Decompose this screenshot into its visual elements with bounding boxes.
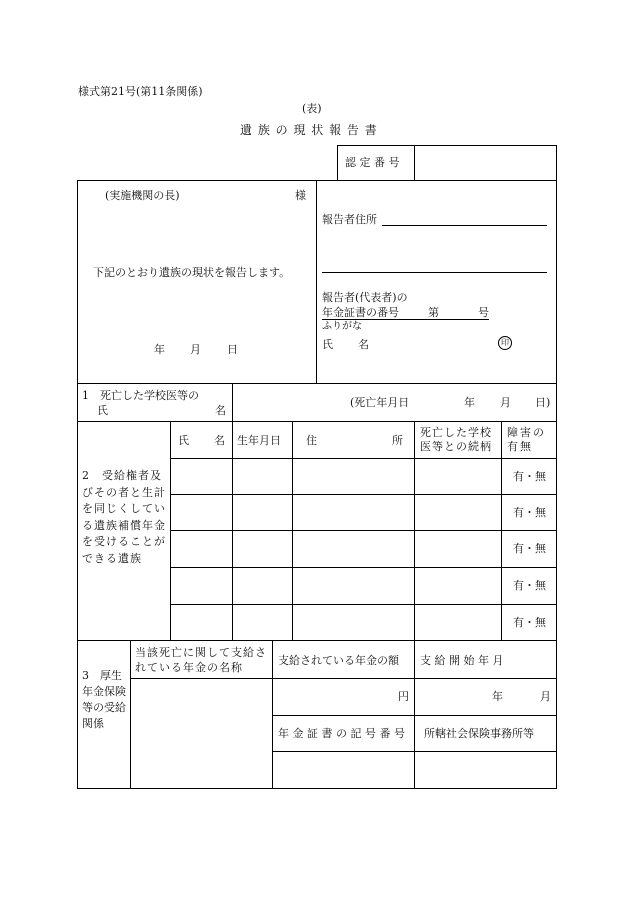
section3-label: 3 厚生年金保険等の受給関係 xyxy=(82,669,126,730)
section1-label-line2-a: 氏 xyxy=(97,404,108,417)
col-birthdate: 生年月日 xyxy=(237,434,281,447)
col-name-a: 氏 xyxy=(178,434,189,447)
col-cert-number: 年 金 証 書 の 記 号 番 号 xyxy=(278,727,405,740)
col-relation: 死亡した学校医等との続柄 xyxy=(420,426,492,454)
col-pension-name: 当該死亡に関して支給されている年金の名称 xyxy=(135,646,267,674)
pension-number-label: 年金証書の番号 xyxy=(322,306,399,319)
seal-icon: 印 xyxy=(498,336,512,350)
cert-number-field[interactable] xyxy=(416,147,554,178)
death-date-year: 年 xyxy=(464,396,475,409)
date-year: 年 xyxy=(154,343,165,356)
reporter-address-field[interactable] xyxy=(382,208,547,224)
disability-choice-5[interactable]: 有・無 xyxy=(513,616,546,629)
furigana-label: ふりがな xyxy=(322,321,362,332)
col-pension-amount: 支給されている年金の額 xyxy=(278,654,399,667)
section1-label-line2-b: 名 xyxy=(215,404,226,417)
reporter-address-label: 報告者住所 xyxy=(322,213,377,226)
col-office: 所轄社会保険事務所等 xyxy=(424,727,534,740)
disability-choice-1[interactable]: 有・無 xyxy=(513,470,546,483)
start-year-unit: 年 xyxy=(492,690,503,703)
form-number: 様式第21号(第11条関係) xyxy=(78,85,203,98)
death-date-day: 日) xyxy=(535,396,551,409)
start-month-unit: 月 xyxy=(540,690,551,703)
death-date-label: (死亡年月日 xyxy=(350,396,410,409)
cert-number-label: 認 定 番 号 xyxy=(345,156,400,169)
date-day: 日 xyxy=(227,343,238,356)
addressee-honorific: 様 xyxy=(295,189,306,202)
col-disability: 障害の有無 xyxy=(507,426,546,454)
side-label: (表) xyxy=(302,102,322,115)
col-address-a: 住 xyxy=(306,434,317,447)
report-statement: 下記のとおり遺族の現状を報告します。 xyxy=(93,266,291,279)
section1-label-line1: 1 死亡した学校医等の xyxy=(82,389,199,402)
disability-choice-4[interactable]: 有・無 xyxy=(513,579,546,592)
pension-number-go: 号 xyxy=(478,306,489,319)
col-address-b: 所 xyxy=(392,434,403,447)
disability-choice-3[interactable]: 有・無 xyxy=(513,542,546,555)
col-start-date: 支 給 開 始 年 月 xyxy=(420,654,504,667)
reporter-name-label-1: 氏 xyxy=(322,338,333,351)
section2-label: 2 受給権者及びその者と生計を同じくしている遺族補償年金を受けることができる遺族 xyxy=(82,469,166,565)
reporter-name-label-2: 名 xyxy=(358,338,369,351)
date-month: 月 xyxy=(190,343,201,356)
reporter-rep-label: 報告者(代表者)の xyxy=(322,291,408,304)
addressee-label: (実施機関の長) xyxy=(105,189,180,202)
col-name-b: 名 xyxy=(214,434,225,447)
disability-choice-2[interactable]: 有・無 xyxy=(513,506,546,519)
deceased-name-field[interactable] xyxy=(234,385,344,419)
document-title: 遺 族 の 現 状 報 告 書 xyxy=(240,123,378,137)
death-date-month: 月 xyxy=(500,396,511,409)
pension-number-dai: 第 xyxy=(428,306,439,319)
amount-yen-unit: 円 xyxy=(398,690,409,703)
